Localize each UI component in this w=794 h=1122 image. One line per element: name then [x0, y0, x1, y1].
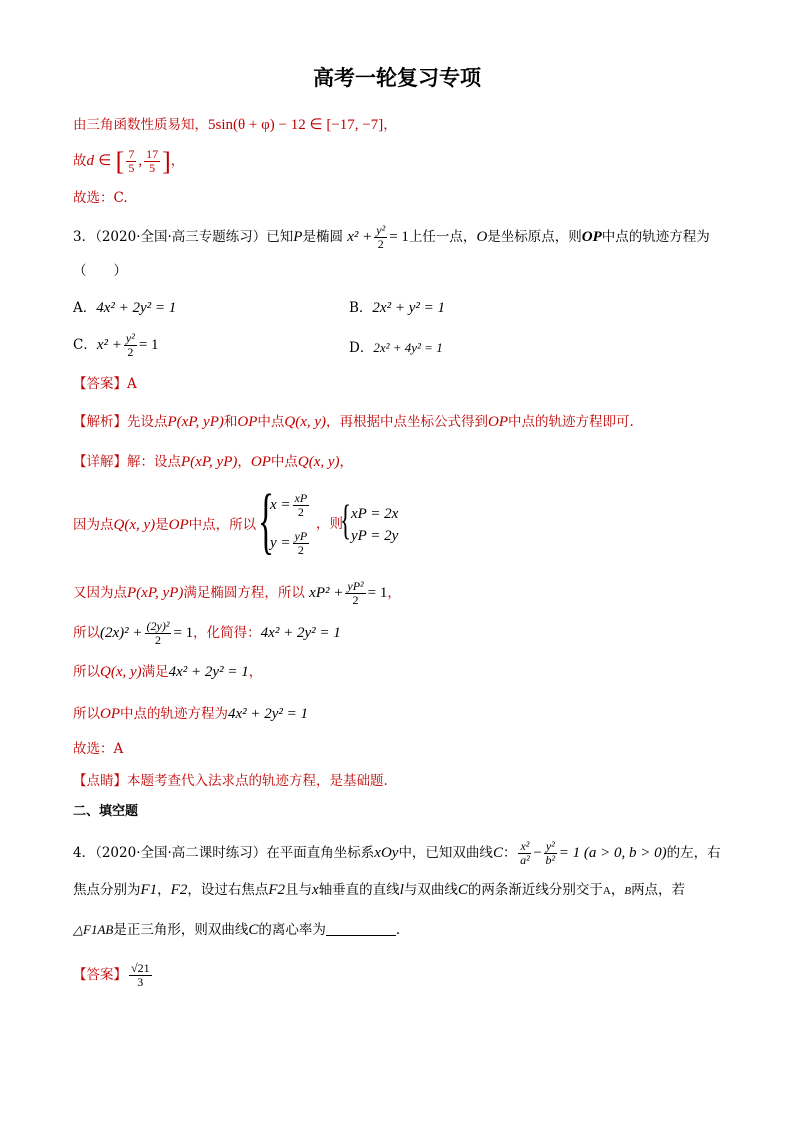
q3-substitute-line: [73, 620, 341, 647]
q3-detail-op: OP: [250, 454, 271, 470]
q3-choice: 故选：A: [73, 741, 124, 757]
q3-analysis-d: ，再根据中点坐标公式得到: [326, 414, 489, 430]
q4-line-3: [73, 921, 400, 939]
q4-answer-blank[interactable]: [326, 923, 396, 936]
q4-l2-h: ，: [610, 882, 625, 898]
q3-option-c-left: x² +: [96, 337, 122, 353]
q3-sys1-x-num: xP: [294, 491, 308, 505]
prev-line-2-end: ，: [170, 153, 185, 170]
q3-analysis-p: P(xP, yP): [167, 414, 224, 430]
q4-l3-end: .: [395, 922, 401, 938]
q3-sub-frac: [145, 620, 172, 647]
q3-sys-a: 因为点: [73, 517, 114, 533]
q3-answer: [73, 376, 137, 392]
q3-q-a: 所以: [73, 664, 100, 680]
q4-line-l: l: [399, 882, 404, 898]
q3-detail-d: ，: [339, 454, 354, 470]
q4-l3-a: 是正三角形，则双曲线: [113, 922, 249, 938]
q3-sat-num: yP²: [347, 579, 364, 593]
q3-sys1-x-frac: [293, 492, 310, 519]
q4-l2-f: 与双曲线: [403, 882, 458, 898]
q3-ellipse-frac: [374, 224, 387, 251]
q3-stem-d: 是坐标原点，则: [487, 229, 582, 245]
q3-sys1-x: x =: [270, 497, 291, 513]
q3-ellipse-left: x² +: [347, 229, 373, 245]
q3-sub-right: = 1: [173, 625, 194, 641]
q3-analysis-c: 中点: [257, 414, 285, 430]
q3-detail-tag: 【详解】: [73, 454, 127, 470]
q3-sys1-y-num: yP: [294, 529, 308, 543]
q3-q-b: 满足: [141, 664, 169, 680]
q3-detail-b: ，: [237, 454, 251, 470]
q3-sub-a: 所以: [73, 625, 100, 641]
prev-line-2-text: 故: [73, 153, 87, 170]
prev-frac-2-num: 17: [146, 147, 159, 162]
q4-hyp-minus: −: [533, 845, 542, 861]
q3-option-d[interactable]: [349, 340, 443, 356]
q4-f2-b: F2: [268, 882, 286, 898]
prev-frac-1-den: 5: [128, 161, 135, 176]
prev-line-1: [73, 116, 397, 134]
q3-option-c-label: C．: [73, 337, 97, 353]
q3-q-eq: 4x² + 2y² = 1: [168, 664, 249, 680]
q3-system-2-eq-1: xP = 2x: [351, 506, 399, 522]
q3-comment-text: 本题考查代入法求点的轨迹方程，是基础题.: [127, 773, 388, 789]
q3-option-c-right: = 1: [138, 337, 159, 353]
q3-sat-den: 2: [352, 593, 359, 607]
q4-stem-c: ：: [502, 845, 517, 861]
q3-sat-end: ，: [387, 585, 401, 601]
q3-option-c-frac: [124, 332, 137, 359]
q3-locus-line: [73, 705, 308, 723]
q4-answer-den: 3: [137, 975, 144, 989]
q3-option-b-text: 2x² + y² = 1: [372, 300, 445, 316]
prev-in-symbol: ∈: [98, 153, 112, 170]
q3-analysis-tag: 【解析】: [73, 414, 127, 430]
q3-option-c[interactable]: [73, 332, 159, 359]
q3-system-2-eq-2: yP = 2y: [351, 528, 399, 544]
q3-option-b-label: B．: [349, 300, 373, 316]
q4-point-b: B: [624, 885, 632, 897]
q3-detail-c: 中点: [270, 454, 298, 470]
q4-hyp-den-1: a²: [520, 853, 530, 867]
q3-option-a[interactable]: [73, 299, 176, 317]
q3-analysis-op: OP: [237, 414, 258, 430]
q3-locus-eq: 4x² + 2y² = 1: [228, 706, 309, 722]
q4-stem-b: 中，已知双曲线: [398, 845, 493, 861]
q3-ellipse-num: y²: [376, 223, 386, 237]
q3-q-end: ，: [248, 664, 263, 680]
q4-l2-e: 轴垂直的直线: [318, 882, 400, 898]
q4-hyp-right: = 1 (a > 0, b > 0): [558, 845, 667, 861]
q3-sat-frac: [345, 580, 365, 607]
q3-option-c-den: 2: [127, 345, 134, 359]
q3-locus-op: OP: [100, 706, 120, 722]
q4-hyp-frac-2: [544, 840, 557, 867]
q3-sat-right: = 1: [367, 585, 388, 601]
q4-hyp-num-1: x²: [520, 839, 530, 853]
q3-sys1-y-den: 2: [297, 543, 304, 557]
q3-option-c-num: y²: [125, 331, 135, 345]
q3-sat-p: P(xP, yP): [127, 585, 184, 601]
q3-option-d-label: D．: [349, 340, 374, 356]
q4-l2-i: 两点，若: [631, 882, 686, 898]
prev-d-var: d: [86, 153, 94, 170]
q3-answer-value: A: [127, 376, 137, 392]
q3-paren: （ ）: [73, 263, 127, 279]
q3-sys-b: 是: [155, 517, 169, 533]
q3-stem-a: 3．（2020·全国·高三专题练习）已知: [73, 229, 294, 245]
q4-stem-a: 4．（2020·全国·高二课时练习）在平面直角坐标系: [73, 845, 375, 861]
q3-sat-b: 满足椭圆方程，所以: [183, 585, 305, 601]
q4-xoy: xOy: [374, 845, 399, 861]
q3-var-p: P: [293, 229, 303, 245]
prev-frac-2: [144, 148, 160, 175]
q3-sat-left: xP² +: [309, 585, 344, 601]
q3-sys-q: Q(x, y): [113, 517, 156, 533]
q3-system-then: ，则: [316, 516, 343, 532]
prev-line-1-math: 5sin(θ + φ) − 12 ∈ [−17, −7]: [208, 117, 384, 133]
q3-ellipse-right: = 1: [389, 229, 409, 245]
q4-var-c: C: [492, 845, 503, 861]
q3-sub-result: 4x² + 2y² = 1: [260, 625, 341, 641]
q3-option-b[interactable]: [349, 299, 445, 317]
q4-point-a: A: [602, 885, 611, 897]
q3-comment-tag: 【点睛】: [73, 773, 127, 789]
q3-sub-den: 2: [154, 633, 161, 647]
section-2-heading: 二、填空题: [73, 804, 139, 819]
q4-answer-tag: 【答案】: [73, 967, 127, 983]
q3-detail-q: Q(x, y): [297, 454, 340, 470]
q3-locus-a: 所以: [73, 706, 100, 722]
q3-sys1-x-den: 2: [297, 505, 304, 519]
q4-var-c-3: C: [248, 922, 259, 938]
q3-sys-c: 中点，所以: [188, 517, 257, 533]
q3-option-a-label: A．: [73, 300, 97, 316]
q4-f2: F2: [170, 882, 188, 898]
q4-l2-d: 且与: [285, 882, 313, 898]
q3-option-a-text: 4x² + 2y² = 1: [96, 300, 177, 316]
prev-frac-2-den: 5: [149, 161, 156, 176]
prev-left-bracket: [: [115, 147, 125, 176]
q3-analysis-q: Q(x, y): [284, 414, 327, 430]
prev-line-2: 故d ∈ [ $\frac{7}{5}$ , $\frac{17}{5}$ ]，: [73, 147, 185, 176]
prev-frac-1: [126, 148, 136, 175]
q3-sat-a: 又因为点: [73, 585, 127, 601]
q4-l2-g: 的两条渐近线分别交于: [467, 882, 603, 898]
q3-locus-b: 中点的轨迹方程为: [120, 706, 228, 722]
q3-sub-b: ，化简得：: [193, 625, 261, 641]
q3-sys-op: OP: [168, 517, 189, 533]
q3-var-o: O: [476, 229, 488, 245]
q3-stem-b: 是椭圆: [302, 229, 343, 245]
prev-frac-1-num: 7: [128, 147, 135, 162]
q3-system-text: [73, 516, 256, 534]
q3-option-d-text: 2x² + 4y² = 1: [373, 340, 443, 355]
q3-satisfy-line: [73, 580, 401, 607]
q3-q-satisfies: [73, 663, 262, 681]
q4-l3-b: 的离心率为: [258, 922, 326, 938]
q3-analysis: [73, 413, 634, 431]
q3-sys1-y: y =: [270, 535, 291, 551]
q3-stem-e: 中点的轨迹方程为: [601, 229, 710, 245]
q3-q-q: Q(x, y): [100, 664, 142, 680]
q4-answer-num: √21: [131, 961, 150, 975]
q3-sub-num: (2y)²: [146, 619, 170, 633]
page-title: 高考一轮复习专项: [313, 66, 481, 90]
q4-line-1: [73, 840, 721, 867]
q3-analysis-e: 中点的轨迹方程即可.: [508, 414, 634, 430]
q4-triangle: △F1AB: [73, 922, 114, 937]
q4-l2-c: ，设过右焦点: [187, 882, 269, 898]
q3-detail-a: 解：设点: [127, 454, 181, 470]
prev-line-1-end: ，: [383, 117, 397, 133]
q3-sys1-y-frac: [293, 530, 310, 557]
q4-x-axis: x: [312, 882, 319, 898]
q4-hyp-num-2: y²: [545, 839, 555, 853]
q3-system-2-brace: {: [340, 498, 352, 544]
q3-system-1-eq-x: [270, 492, 311, 519]
q3-sub-left: (2x)² +: [100, 625, 143, 641]
q4-l2-a: 焦点分别为: [73, 882, 141, 898]
q3-var-op: OP: [581, 229, 602, 245]
prev-choice: 故选：C.: [73, 190, 128, 206]
q3-analysis-b: 和: [223, 414, 238, 430]
q4-answer-frac: [129, 962, 152, 989]
q4-var-c-2: C: [457, 882, 468, 898]
q3-detail: [73, 453, 353, 471]
q4-hyp-frac-1: [518, 840, 531, 867]
q4-f1: F1: [140, 882, 158, 898]
q3-stem-c: 上任一点，: [408, 229, 477, 245]
prev-right-bracket: ]: [162, 147, 171, 176]
prev-line-1-text: 由三角函数性质易知，: [73, 117, 208, 133]
q4-answer: [73, 962, 154, 989]
q4-hyp-den-2: b²: [545, 853, 556, 867]
q3-system-1-eq-y: [270, 530, 311, 557]
q3-comment: [73, 773, 388, 789]
q4-stem-d: 的左，右: [666, 845, 721, 861]
q3-system-1-brace: {: [258, 480, 274, 562]
q3-detail-p: P(xP, yP): [181, 454, 238, 470]
q3-answer-tag: 【答案】: [73, 376, 127, 392]
q3-analysis-a: 先设点: [127, 414, 168, 430]
q4-l2-b: ，: [157, 882, 171, 898]
q3-stem: [73, 224, 710, 251]
q3-analysis-op-2: OP: [488, 414, 509, 430]
q3-ellipse-den: 2: [377, 237, 384, 251]
q4-line-2: [73, 881, 685, 899]
